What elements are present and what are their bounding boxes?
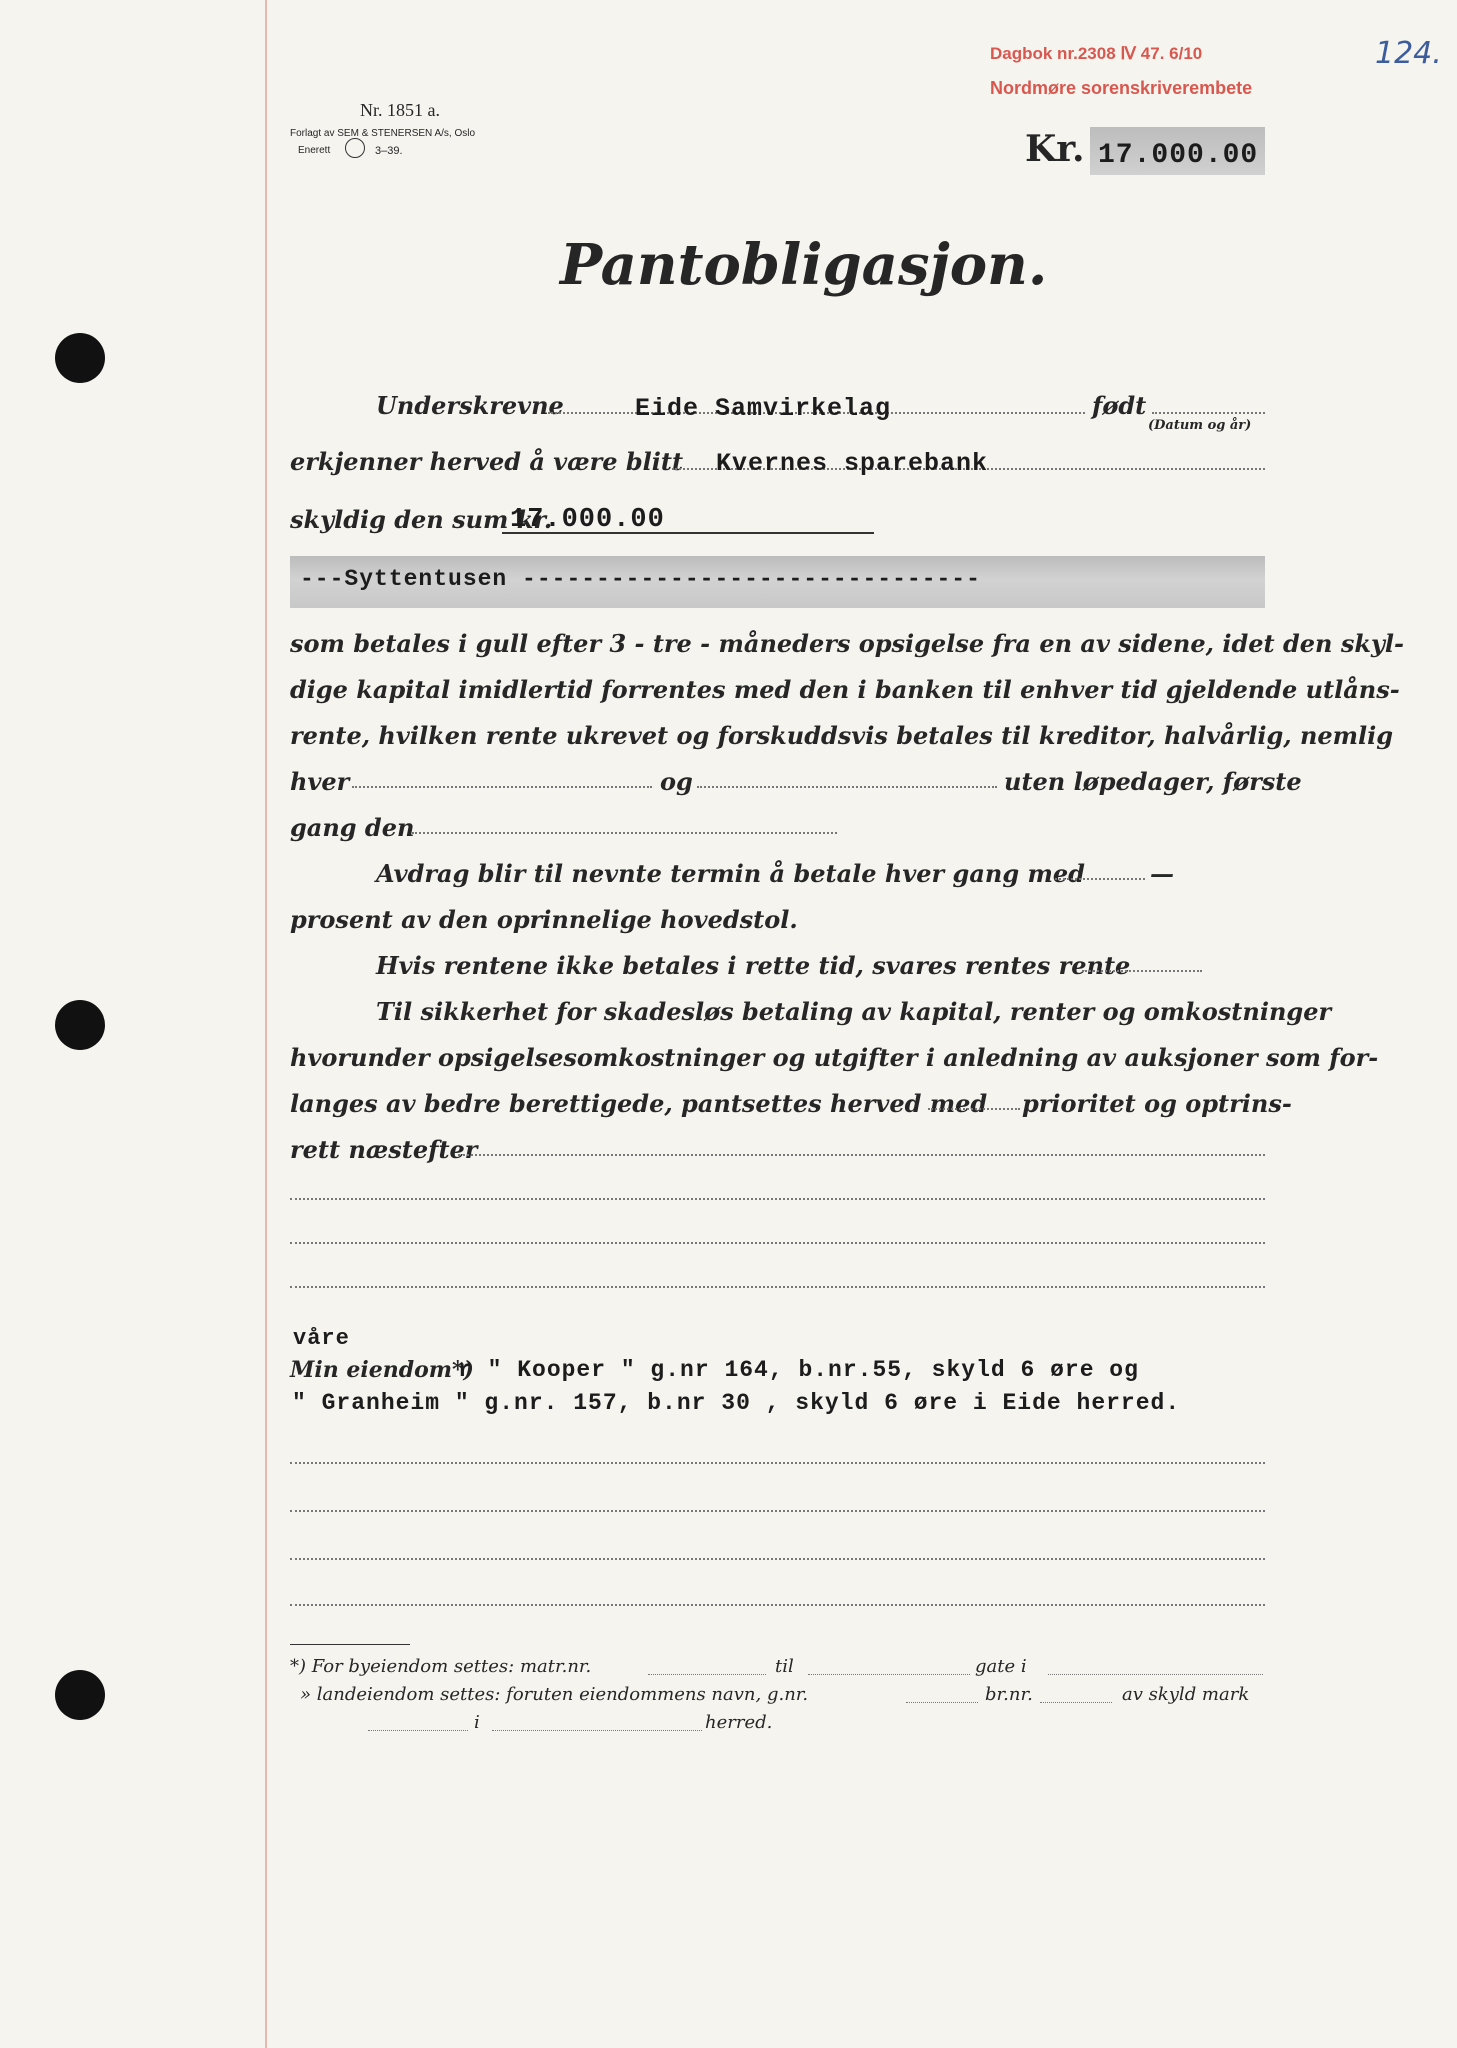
- footnote-dots-1: [648, 1674, 766, 1675]
- registry-stamp-line2: Nordmøre sorenskriverembete: [990, 78, 1253, 98]
- terms-hver: hver: [290, 767, 350, 796]
- priority-dotted-line: [928, 1108, 1020, 1110]
- born-label: født: [1092, 391, 1147, 420]
- footnote-dots-3: [1048, 1674, 1263, 1675]
- hver-dotted-line: [352, 786, 652, 788]
- terms-line-1: som betales i gull efter 3 - tre - måneders opsigelse fra en av sidene, idet den skyl-: [290, 629, 1404, 658]
- page-number: 124.: [1375, 36, 1442, 71]
- footnote-line2-a: » landeiendom settes: foruten eiendommens navn, g.nr.: [300, 1684, 809, 1705]
- footnote-rule: [290, 1644, 410, 1645]
- form-publisher: Forlagt av SEM & STENERSEN A/s, Oslo: [290, 128, 476, 139]
- footnote-dots-5: [1040, 1702, 1112, 1703]
- property-line-1: r " Kooper " g.nr 164, b.nr.55, skyld 6 øre og: [458, 1357, 1139, 1383]
- amount-label: Kr.: [1025, 128, 1085, 170]
- security-dotted-line-2: [290, 1198, 1265, 1200]
- terms-og: og: [660, 767, 693, 796]
- footnote-line2-c: av skyld mark: [1122, 1684, 1250, 1705]
- security-line-3b: prioritet og optrins-: [1022, 1089, 1292, 1118]
- form-number: Nr. 1851 a.: [360, 100, 440, 120]
- security-line-1: Til sikkerhet for skadesløs betaling av kapital, renter og omkostninger: [376, 997, 1332, 1026]
- installments-line-1: Avdrag blir til nevnte termin å betale hver gang med: [376, 859, 1085, 888]
- security-line-2: hvorunder opsigelsesomkostninger og utgifter i anledning av auksjoner som for-: [290, 1043, 1379, 1072]
- footnote-line1-b: til: [775, 1656, 794, 1677]
- footnote-dots-2: [808, 1674, 970, 1675]
- property-line-2: " Granheim " g.nr. 157, b.nr 30 , skyld 6 øre i Eide herred.: [292, 1390, 1181, 1416]
- sum-label: skyldig den sum kr.: [290, 505, 553, 534]
- amount-value: 17.000.00: [1098, 140, 1259, 171]
- footnote-line3-b: herred.: [705, 1712, 773, 1733]
- property-dotted-line-4: [290, 1604, 1265, 1606]
- creditor-name: Kvernes sparebank: [716, 449, 989, 478]
- security-dotted-line-1: [458, 1154, 1265, 1156]
- security-line-3: langes av bedre berettigede, pantsettes herved med: [290, 1089, 988, 1118]
- sum-value: 17.000.00: [510, 505, 665, 535]
- interest-dotted-line: [1082, 970, 1202, 972]
- publisher-logo-icon: [345, 138, 365, 158]
- footnote-line1-c: gate i: [975, 1656, 1027, 1677]
- punch-hole-top: [55, 333, 105, 383]
- installments-dotted-line: [1055, 878, 1145, 880]
- footnote-line3-a: i: [474, 1712, 480, 1733]
- footnote-dots-7: [492, 1730, 702, 1731]
- property-insert: våre: [293, 1326, 350, 1351]
- registry-stamp-line1: Dagbok nr.2308 Ⅳ 47. 6/10: [990, 44, 1203, 63]
- punch-hole-bottom: [55, 1670, 105, 1720]
- debtor-name: Eide Samvirkelag: [635, 394, 892, 423]
- born-dotted-line: [1152, 412, 1265, 414]
- footnote-line2-b: br.nr.: [985, 1684, 1033, 1705]
- property-dotted-line-3: [290, 1558, 1265, 1560]
- gang-dotted-line: [412, 832, 837, 834]
- sum-in-words: ---Syttentusen -------------------------------: [300, 566, 981, 592]
- interest-clause: Hvis rentene ikke betales i rette tid, svares rentes rente: [376, 951, 1131, 980]
- installments-dash: —: [1150, 859, 1174, 888]
- property-prefix: Min eiendom*): [290, 1357, 474, 1383]
- born-note: (Datum og år): [1148, 418, 1252, 433]
- terms-uten: uten løpedager, første: [1004, 767, 1302, 796]
- creditor-label: erkjenner herved å være blitt: [290, 447, 684, 476]
- security-dotted-line-3: [290, 1242, 1265, 1244]
- security-dotted-line-4: [290, 1286, 1265, 1288]
- property-dotted-line-1: [290, 1462, 1265, 1464]
- margin-rule: [265, 0, 267, 2048]
- terms-line-2: dige kapital imidlertid forrentes med den i banken til enhver tid gjeldende utlåns-: [290, 675, 1400, 704]
- footnote-dots-6: [368, 1730, 468, 1731]
- form-rights: Enerett: [298, 145, 331, 156]
- debtor-label: Underskrevne: [376, 391, 564, 420]
- installments-line-2: prosent av den oprinnelige hovedstol.: [290, 905, 798, 934]
- property-dotted-line-2: [290, 1510, 1265, 1512]
- punch-hole-middle: [55, 1000, 105, 1050]
- og-dotted-line: [697, 786, 997, 788]
- footnote-dots-4: [906, 1702, 978, 1703]
- terms-line-3: rente, hvilken rente ukrevet og forskuddsvis betales til kreditor, halvårlig, nemlig: [290, 721, 1394, 750]
- terms-gang: gang den: [290, 813, 415, 842]
- form-date: 3–39.: [375, 145, 403, 157]
- security-line-4: rett næstefter: [290, 1135, 478, 1164]
- page-title: Pantobligasjon.: [560, 232, 1048, 298]
- footnote-line1-a: *) For byeiendom settes: matr.nr.: [290, 1656, 592, 1677]
